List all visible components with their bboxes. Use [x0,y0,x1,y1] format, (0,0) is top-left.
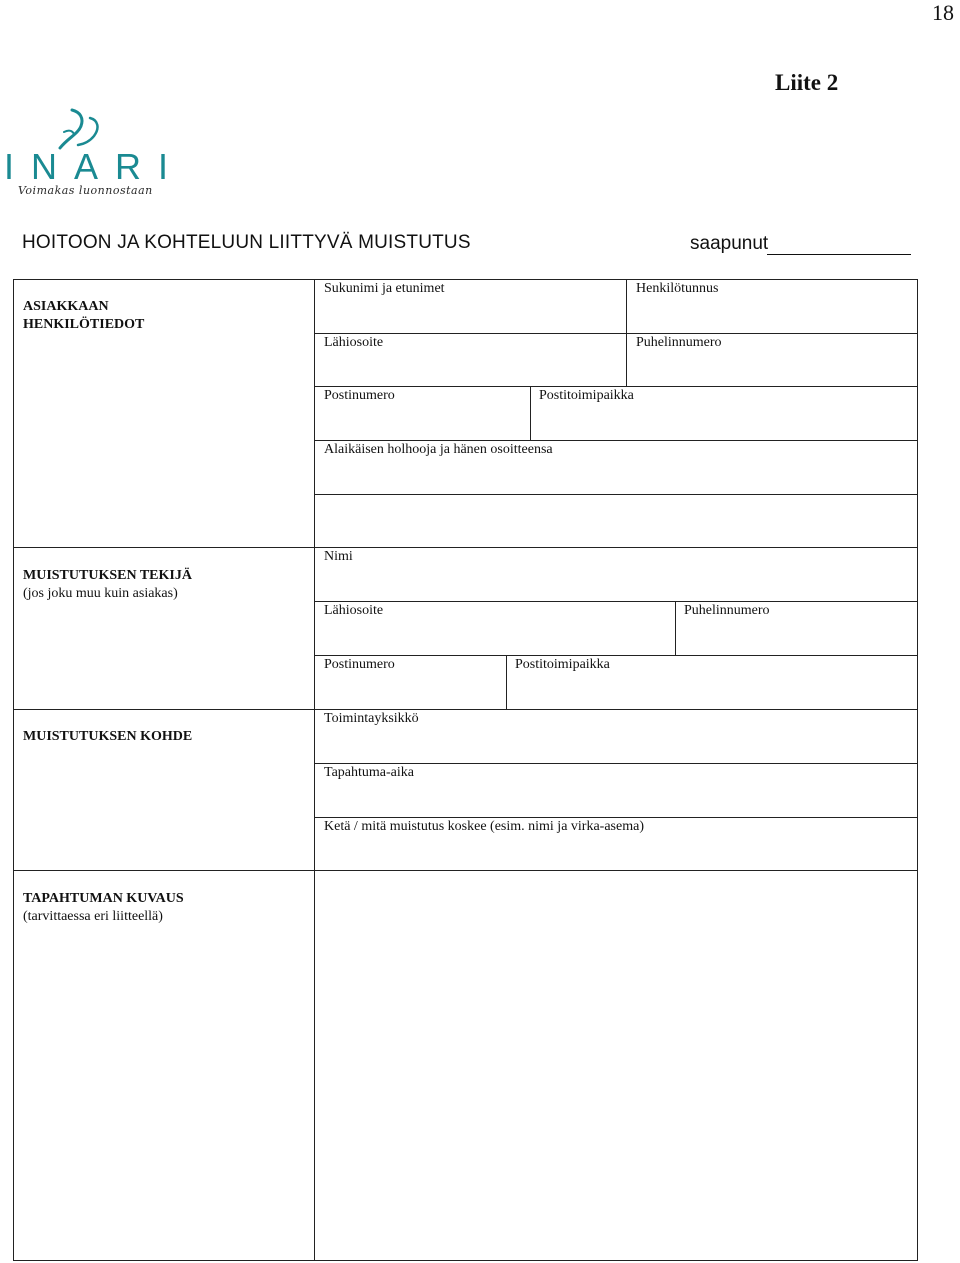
client-postal-code-label: Postinumero [324,388,395,403]
client-phone-field[interactable] [627,334,917,386]
client-heading-line2: HENKILÖTIEDOT [23,317,145,332]
author-address-field[interactable] [315,602,675,655]
subject-unit-label: Toimintayksikkö [324,711,419,726]
logo-wordmark: INARI [4,146,186,187]
author-name-field[interactable] [315,548,917,601]
author-post-office-field[interactable] [507,656,917,709]
client-post-office-label: Postitoimipaikka [539,388,634,403]
form-title: HOITOON JA KOHTELUUN LIITTYVÄ MUISTUTUS [22,232,471,253]
logo-tagline: Voimakas luonnostaan [18,184,153,197]
client-section-heading [23,298,144,334]
client-address-field[interactable] [315,334,626,386]
client-guardian-label: Alaikäisen holhooja ja hänen osoitteensa [324,442,553,457]
description-section-subheading: (tarvittaessa eri liitteellä) [23,909,163,924]
author-postal-code-field[interactable] [315,656,506,709]
subject-unit-field[interactable] [315,710,917,763]
border-left [13,279,14,1261]
author-phone-field[interactable] [676,602,917,655]
client-name-label: Sukunimi ja etunimet [324,281,445,296]
subject-event-time-field[interactable] [315,764,917,817]
client-postal-code-field[interactable] [315,387,530,440]
appendix-label: Liite 2 [775,70,839,95]
author-postal-code-label: Postinumero [324,657,395,672]
subject-concerns-label: Ketä / mitä muistutus koskee (esim. nimi ja virka-asema) [324,819,644,834]
client-post-office-field[interactable] [531,387,917,440]
inari-logo [2,108,186,203]
author-name-label: Nimi [324,549,353,564]
client-ssn-field[interactable] [627,280,917,333]
author-section-subheading: (jos joku muu kuin asiakas) [23,586,178,601]
client-ssn-label: Henkilötunnus [636,281,719,296]
border-right [917,279,918,1261]
author-post-office-label: Postitoimipaikka [515,657,610,672]
author-section-heading: MUISTUTUKSEN TEKIJÄ [23,568,192,583]
received-label: saapunut [690,233,769,254]
subject-section-heading: MUISTUTUKSEN KOHDE [23,729,193,744]
client-address-label: Lähiosoite [324,335,384,350]
subject-concerns-field[interactable] [315,818,917,870]
received-date-field[interactable] [767,254,911,255]
client-phone-label: Puhelinnumero [636,335,722,350]
client-heading-line1: ASIAKKAAN [23,299,109,314]
description-section-heading: TAPAHTUMAN KUVAUS [23,891,184,906]
author-address-label: Lähiosoite [324,603,384,618]
client-name-field[interactable] [315,280,626,333]
description-textarea[interactable] [315,871,917,1260]
author-phone-label: Puhelinnumero [684,603,770,618]
client-guardian-field[interactable] [315,441,917,547]
subject-event-time-label: Tapahtuma-aika [324,765,414,780]
border-bottom [13,1260,918,1261]
page-number: 18 [932,0,954,25]
